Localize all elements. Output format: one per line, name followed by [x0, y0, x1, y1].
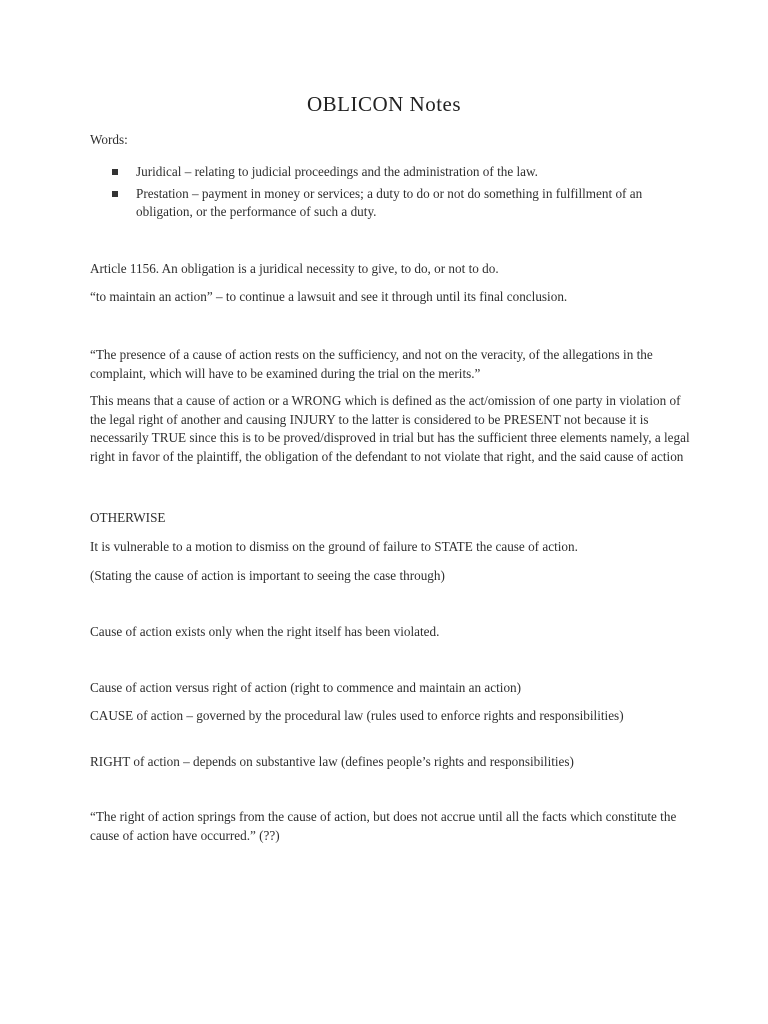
vulnerable-paragraph: It is vulnerable to a motion to dismiss on the ground of failure to STATE the cause of action.: [90, 539, 578, 554]
right-definition-paragraph: RIGHT of action – depends on substantive law (defines people’s rights and responsibilities): [90, 754, 574, 769]
bullet-text-prestation: Prestation – payment in money or services; a duty to do or not do something in fulfillment of an obligation, or the performance of such a duty.: [136, 185, 643, 219]
words-heading: Words:: [90, 132, 128, 147]
cause-definition-paragraph: CAUSE of action – governed by the procedural law (rules used to enforce rights and responsibilities): [90, 708, 624, 723]
right-quote-paragraph: “The right of action springs from the cause of action, but does not accrue until all the facts which constitute the cause of action have occurred.” (??): [90, 809, 677, 843]
maintain-action-paragraph: “to maintain an action” – to continue a lawsuit and see it through until its final conclusion.: [90, 289, 568, 304]
article-paragraph: Article 1156. An obligation is a juridical necessity to give, to do, or not to do.: [90, 261, 499, 276]
list-item: [90, 185, 690, 222]
stating-paragraph: (Stating the cause of action is important to seeing the case through): [90, 568, 445, 583]
presence-quote-paragraph: “The presence of a cause of action rests on the sufficiency, and not on the veracity, of the allegations in the complaint, which will have to be examined during the trial on the merits.”: [90, 347, 653, 381]
otherwise-heading: OTHERWISE: [90, 510, 166, 525]
words-list: [90, 163, 690, 225]
bullet-text-juridical: Juridical – relating to judicial proceedings and the administration of the law.: [136, 164, 538, 179]
list-item: [90, 163, 690, 182]
explanation-paragraph: This means that a cause of action or a WRONG which is defined as the act/omission of one party in violation of the legal right of another and causing INJURY to the latter is considered to be PRESENT not because it is necessarily TRUE since this is to be proved/disproved in trial but has the sufficient three elements namely, a legal right in favor of the plaintiff, the obligation of the defendant to not violate that right, and the said cause of action: [90, 393, 690, 464]
versus-paragraph: Cause of action versus right of action (right to commence and maintain an action): [90, 680, 522, 695]
document-title: OBLICON Notes: [306, 92, 462, 116]
exists-only-paragraph: Cause of action exists only when the right itself has been violated.: [90, 624, 440, 639]
square-bullet-icon: [112, 169, 118, 175]
square-bullet-icon: [112, 191, 118, 197]
